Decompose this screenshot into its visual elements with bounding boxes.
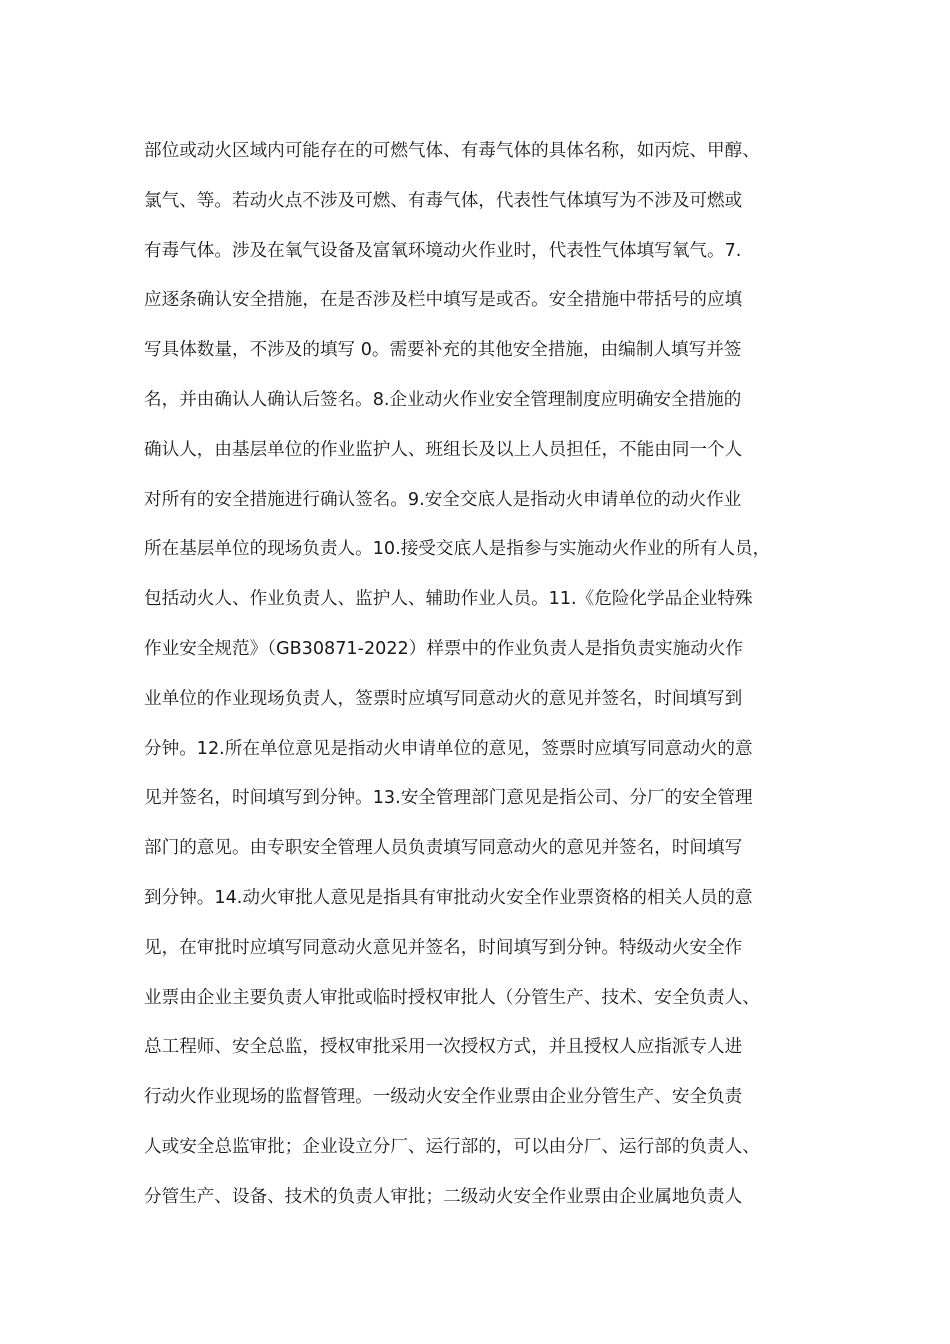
text-line: 分管生产、设备、技术的负责人审批；二级动火安全作业票由企业属地负责人 <box>144 1186 743 1207</box>
text-line: 业票由企业主要负责人审批或临时授权审批人（分管生产、技术、安全负责人、 <box>144 987 760 1008</box>
text-line: 包括动火人、作业负责人、监护人、辅助作业人员。11.《危险化学品企业特殊 <box>144 589 753 610</box>
text-line: 写具体数量，不涉及的填写 0。需要补充的其他安全措施，由编制人填写并签 <box>144 340 742 361</box>
text-line: 见并签名，时间填写到分钟。13.安全管理部门意见是指公司、分厂的安全管理 <box>144 788 753 809</box>
text-line: 部门的意见。由专职安全管理人员负责填写同意动火的意见并签名，时间填写 <box>144 838 743 859</box>
text-line: 人或安全总监审批；企业设立分厂、运行部的，可以由分厂、运行部的负责人、 <box>144 1136 760 1157</box>
text-line: 确认人，由基层单位的作业监护人、班组长及以上人员担任，不能由同一个人 <box>144 439 743 460</box>
text-line: 有毒气体。涉及在氧气设备及富氧环境动火作业时，代表性气体填写氧气。7. <box>144 240 742 261</box>
text-line: 总工程师、安全总监，授权审批采用一次授权方式，并且授权人应指派专人进 <box>144 1037 743 1058</box>
text-line: 应逐条确认安全措施，在是否涉及栏中填写是或否。安全措施中带括号的应填 <box>144 290 743 311</box>
body-text <box>144 127 824 1223</box>
text-line: 到分钟。14.动火审批人意见是指具有审批动火安全作业票资格的相关人员的意 <box>144 887 753 908</box>
text-line: 见，在审批时应填写同意动火意见并签名，时间填写到分钟。特级动火安全作 <box>144 937 743 958</box>
text-line: 名，并由确认人确认后签名。8.企业动火作业安全管理制度应明确安全措施的 <box>144 389 742 410</box>
text-line: 氯气、等。若动火点不涉及可燃、有毒气体，代表性气体填写为不涉及可燃或 <box>144 190 743 211</box>
text-line: 所在基层单位的现场负责人。10.接受交底人是指参与实施动火作业的所有人员， <box>144 539 771 560</box>
text-line: 行动火作业现场的监督管理。一级动火安全作业票由企业分管生产、安全负责 <box>144 1087 743 1108</box>
text-line: 对所有的安全措施进行确认签名。9.安全交底人是指动火申请单位的动火作业 <box>144 489 742 510</box>
text-line: 分钟。12.所在单位意见是指动火申请单位的意见，签票时应填写同意动火的意 <box>144 738 753 759</box>
text-line: 部位或动火区域内可能存在的可燃气体、有毒气体的具体名称，如丙烷、甲醇、 <box>144 141 760 161</box>
text-line: 业单位的作业现场负责人，签票时应填写同意动火的意见并签名，时间填写到 <box>144 688 743 709</box>
text-line: 作业安全规范》（GB30871-2022）样票中的作业负责人是指负责实施动火作 <box>144 638 744 659</box>
